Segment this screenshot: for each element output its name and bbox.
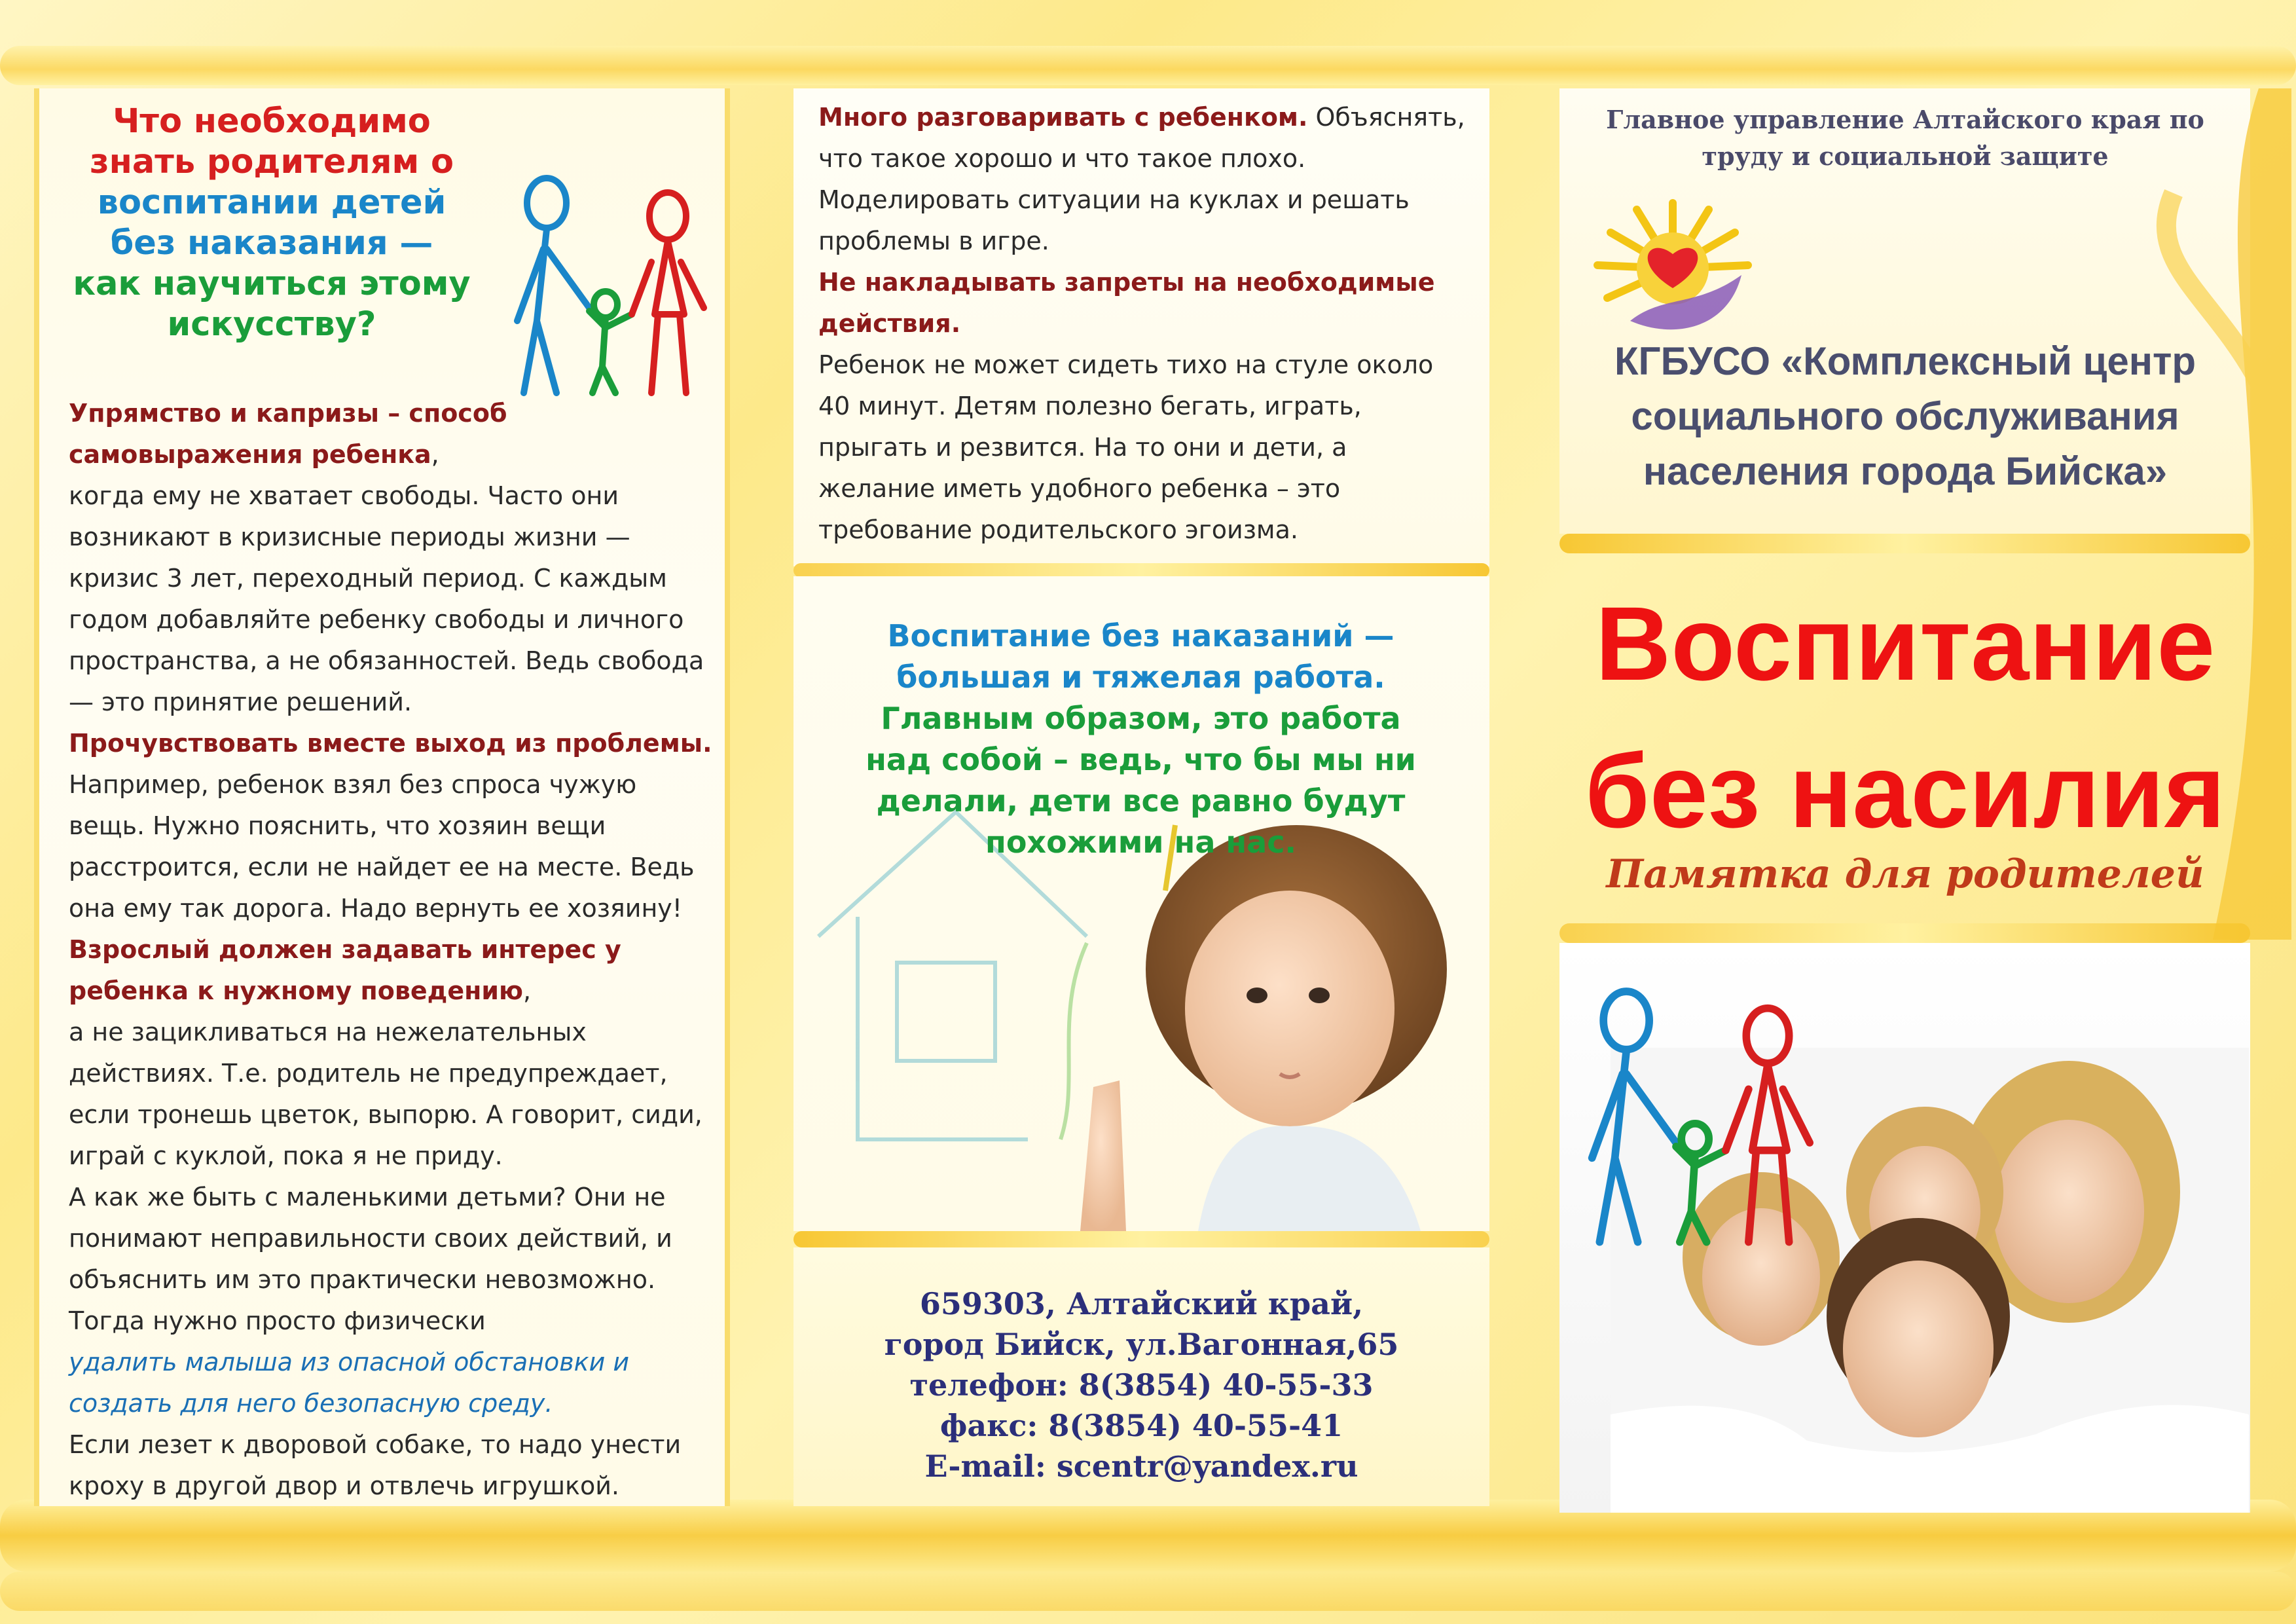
left-text-line	[69, 599, 717, 640]
line-text: Если лезет к дворовой собаке, то надо унести	[69, 1430, 682, 1459]
family-figures-icon	[511, 170, 707, 406]
org-line: населения города Бийска»	[1643, 449, 2168, 493]
line-suffix: ,	[431, 440, 439, 469]
top-ribbon	[0, 46, 2296, 85]
middle-text-line	[818, 344, 1480, 386]
heading-line: знать родителям о	[89, 143, 454, 181]
line-text: годом добавляйте ребенку свободы и личного	[69, 605, 684, 634]
line-text: если тронешь цветок, выпорю. А говорит, сиди,	[69, 1100, 702, 1129]
left-text-line	[69, 1342, 717, 1383]
family-figures-icon	[1565, 982, 1833, 1257]
heading-line: без наказания —	[110, 224, 433, 263]
left-body	[69, 393, 717, 1507]
line-text: ребенка к нужному поведению	[69, 976, 523, 1005]
line-text: объяснить им это практически невозможно.	[69, 1265, 656, 1294]
left-text-line	[69, 723, 717, 764]
sun-heart-logo-icon	[1591, 196, 1755, 347]
line-text: Например, ребенок взял без спроса чужую	[69, 770, 637, 799]
left-text-line	[69, 1135, 717, 1177]
ministry-line: Главное управление Алтайского края по	[1606, 105, 2204, 134]
line-text: пространства, а не обязанностей. Ведь свобода	[69, 646, 704, 675]
ministry-line: труду и социальной защите	[1702, 141, 2109, 171]
line-text: а не зацикливаться на нежелательных	[69, 1018, 587, 1046]
line-lead: Не накладывать запреты на необходимые	[818, 268, 1435, 297]
middle-ribbon-2	[793, 1231, 1489, 1247]
left-text-line	[69, 393, 717, 434]
left-text-line	[69, 929, 717, 970]
line-text: А как же быть с маленькими детьми? Они не	[69, 1183, 666, 1211]
line-text: понимают неправильности своих действий, и	[69, 1224, 672, 1253]
left-text-line	[69, 1301, 717, 1342]
quote-line: похожими на нас.	[985, 824, 1296, 860]
heading-line: как научиться этому	[73, 265, 471, 303]
contact-email: E-mail: scentr@yandex.ru	[924, 1449, 1358, 1484]
line-text: действиях. Т.е. родитель не предупреждает,	[69, 1059, 668, 1088]
left-text-line	[69, 1383, 717, 1424]
line-text: Тогда нужно просто физически	[69, 1306, 486, 1335]
left-text-line	[69, 764, 717, 805]
line-text: удалить малыша из опасной обстановки и	[69, 1348, 630, 1376]
middle-text-line	[818, 97, 1480, 138]
line-text: кризис 3 лет, переходный период. С каждым	[69, 564, 667, 593]
middle-text-line	[818, 138, 1480, 179]
title-line: без насилия	[1584, 732, 2226, 849]
left-text-line	[69, 1094, 717, 1135]
left-text-line	[69, 1424, 717, 1466]
left-lines	[69, 393, 717, 1507]
line-text: Взрослый должен задавать интерес у	[69, 935, 621, 964]
line-text: проблемы в игре.	[818, 227, 1049, 255]
main-title	[1571, 570, 2239, 864]
heading-line: искусству?	[167, 305, 376, 344]
line-text: она ему так дорога. Надо вернуть ее хозяину!	[69, 894, 683, 923]
line-text: расстроится, если не найдет ее на месте. Ведь	[69, 853, 695, 881]
line-suffix: .	[545, 1389, 553, 1418]
left-text-line	[69, 1259, 717, 1301]
left-text-line	[69, 517, 717, 558]
left-text-line	[69, 682, 717, 723]
org-line: социального обслуживания	[1631, 394, 2179, 438]
left-text-line	[69, 558, 717, 599]
middle-text-line	[818, 386, 1480, 427]
contact-address: 659303, Алтайский край,	[919, 1286, 1364, 1321]
line-text: кроху в другой двор и отвлечь игрушкой.	[69, 1471, 620, 1500]
line-text: что такое хорошо и что такое плохо.	[818, 144, 1306, 173]
line-text: требование родительского эгоизма.	[818, 515, 1298, 544]
left-text-line	[69, 1218, 717, 1259]
left-text-line	[69, 1466, 717, 1507]
middle-body	[818, 97, 1480, 551]
bottom-ribbon-2	[0, 1572, 2296, 1611]
child-photo	[1021, 812, 1486, 1231]
middle-text-line	[818, 221, 1480, 262]
contact-street: город Бийск, ул.Вагонная,65	[884, 1327, 1399, 1362]
quote-line: большая и тяжелая работа.	[896, 659, 1385, 695]
middle-text-line	[818, 262, 1480, 303]
line-text: Ребенок не может сидеть тихо на стуле около	[818, 350, 1434, 379]
contact-fax: факс: 8(3854) 40-55-41	[939, 1408, 1343, 1443]
quote-line: над собой – ведь, что бы мы ни	[866, 742, 1416, 777]
middle-lines	[818, 97, 1480, 551]
line-text: играй с куклой, пока я не приду.	[69, 1141, 503, 1170]
middle-ribbon-1	[793, 563, 1489, 578]
line-text: Прочувствовать вместе выход из проблемы.	[69, 729, 712, 758]
left-text-line	[69, 847, 717, 888]
line-text: 40 минут. Детям полезно бегать, играть,	[818, 392, 1362, 420]
line-text: Объяснять,	[1307, 103, 1465, 132]
left-text-line	[69, 434, 717, 475]
line-text: самовыражения ребенка	[69, 440, 431, 469]
line-lead: действия.	[818, 309, 961, 338]
line-text: Упрямство и капризы – способ	[69, 399, 507, 428]
left-text-line	[69, 805, 717, 847]
organization-name	[1571, 334, 2239, 499]
middle-text-line	[818, 468, 1480, 509]
left-text-line	[69, 888, 717, 929]
quote-line: Главным образом, это работа	[881, 701, 1401, 736]
line-text: когда ему не хватает свободы. Часто они	[69, 481, 619, 510]
left-text-line	[69, 1053, 717, 1094]
quote-line: Воспитание без наказаний —	[887, 618, 1394, 654]
org-line: КГБУСО «Комплексный центр	[1614, 339, 2196, 383]
heading-line: воспитании детей	[97, 183, 446, 222]
contact-block	[793, 1283, 1489, 1486]
line-text: Моделировать ситуации на куклах и решать	[818, 185, 1410, 214]
middle-text-line	[818, 179, 1480, 221]
quote-line: делали, дети все равно будут	[876, 783, 1406, 819]
title-line: Воспитание	[1595, 585, 2215, 702]
middle-text-line	[818, 303, 1480, 344]
left-text-line	[69, 1012, 717, 1053]
line-text: желание иметь удобного ребенка – это	[818, 474, 1341, 503]
heading-line: Что необходимо	[113, 102, 431, 141]
line-text: — это принятие решений.	[69, 688, 412, 716]
line-suffix: ,	[522, 976, 532, 1005]
contact-phone: телефон: 8(3854) 40-55-33	[909, 1367, 1374, 1403]
line-lead: Много разговаривать с ребенком.	[818, 103, 1308, 132]
middle-text-line	[818, 427, 1480, 468]
line-text: прыгать и резвится. На то они и дети, а	[818, 433, 1347, 462]
left-text-line	[69, 1177, 717, 1218]
left-text-line	[69, 640, 717, 682]
line-text: создать для него безопасную среду	[69, 1389, 545, 1418]
left-text-line	[69, 475, 717, 517]
middle-quote	[805, 616, 1476, 863]
ministry-name	[1571, 101, 2239, 175]
line-text: возникают в кризисные периоды жизни —	[69, 523, 630, 551]
left-text-line	[69, 970, 717, 1012]
subtitle: Памятка для родителей	[1606, 851, 2204, 897]
left-heading	[46, 101, 498, 345]
line-text: вещь. Нужно пояснить, что хозяин вещи	[69, 811, 606, 840]
middle-text-line	[818, 509, 1480, 551]
